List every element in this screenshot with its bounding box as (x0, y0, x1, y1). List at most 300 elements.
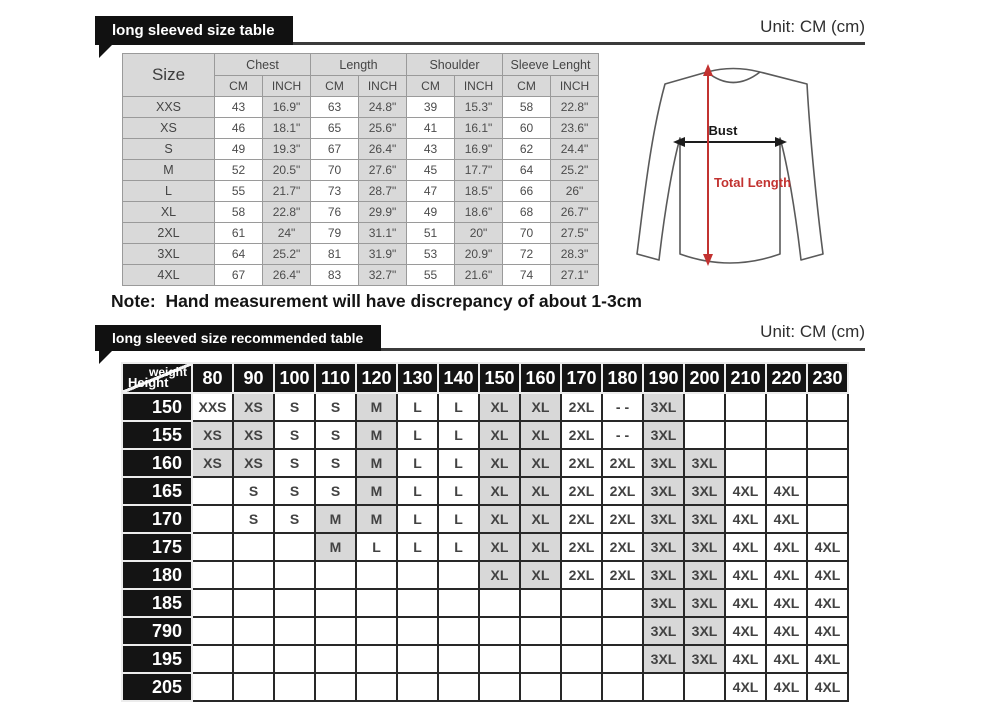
recommended-size-cell (808, 422, 849, 450)
inch-value-cell: 19.3" (263, 139, 311, 160)
recommended-size-cell: 2XL (562, 506, 603, 534)
unit-subheader: INCH (551, 76, 599, 97)
recommended-size-cell (521, 674, 562, 702)
recommended-size-cell: 4XL (726, 618, 767, 646)
recommended-size-cell (808, 394, 849, 422)
shirt-outline (637, 69, 823, 264)
recommended-size-cell: 3XL (644, 534, 685, 562)
recommended-size-cell: 3XL (685, 562, 726, 590)
inch-value-cell: 27.6" (359, 160, 407, 181)
cm-value-cell: 55 (407, 265, 455, 286)
recommended-size-cell (275, 674, 316, 702)
size-row (123, 223, 599, 244)
inch-value-cell: 25.2" (263, 244, 311, 265)
cm-value-cell: 70 (503, 223, 551, 244)
weight-column-header: 100 (275, 362, 316, 394)
weight-column-header: 220 (767, 362, 808, 394)
recommended-size-cell (316, 590, 357, 618)
size-label: XL (123, 202, 215, 223)
recommended-size-cell: 4XL (767, 506, 808, 534)
recommended-size-cell (357, 590, 398, 618)
height-row (121, 506, 849, 534)
recommended-size-cell: L (439, 450, 480, 478)
recommended-size-cell (275, 590, 316, 618)
cm-value-cell: 49 (407, 202, 455, 223)
recommended-size-cell (357, 674, 398, 702)
inch-value-cell: 22.8" (263, 202, 311, 223)
recommended-size-cell (603, 590, 644, 618)
size-row (123, 118, 599, 139)
cm-value-cell: 52 (215, 160, 263, 181)
cm-value-cell: 46 (215, 118, 263, 139)
recommended-size-cell (562, 674, 603, 702)
recommended-size-cell: 3XL (685, 590, 726, 618)
recommended-size-cell: 3XL (644, 590, 685, 618)
cm-value-cell: 53 (407, 244, 455, 265)
recommended-size-cell (480, 674, 521, 702)
height-label: 790 (121, 618, 193, 646)
recommended-size-cell (603, 674, 644, 702)
recommended-size-cell (193, 674, 234, 702)
inch-value-cell: 16.9" (263, 97, 311, 118)
recommended-size-cell (480, 618, 521, 646)
recommended-size-cell (644, 674, 685, 702)
recommended-size-cell (316, 674, 357, 702)
size-column-header: Size (123, 54, 215, 97)
cm-value-cell: 62 (503, 139, 551, 160)
recommended-size-cell: L (398, 422, 439, 450)
inch-value-cell: 20.9" (455, 244, 503, 265)
weight-column-header: 210 (726, 362, 767, 394)
recommended-size-cell: 4XL (726, 590, 767, 618)
recommended-size-cell (193, 618, 234, 646)
recommended-size-cell: 3XL (685, 646, 726, 674)
inch-value-cell: 22.8" (551, 97, 599, 118)
weight-column-header: 110 (316, 362, 357, 394)
recommended-size-cell: XL (521, 394, 562, 422)
recommended-size-cell (562, 618, 603, 646)
recommended-size-cell: 3XL (644, 562, 685, 590)
recommended-size-cell (234, 562, 275, 590)
height-label: 205 (121, 674, 193, 702)
recommended-size-cell: 4XL (808, 646, 849, 674)
unit-subheader: INCH (263, 76, 311, 97)
recommended-size-cell (398, 562, 439, 590)
recommended-size-cell: 4XL (808, 562, 849, 590)
recommended-size-cell: 4XL (726, 534, 767, 562)
cm-value-cell: 47 (407, 181, 455, 202)
unit-subheader: CM (503, 76, 551, 97)
recommended-size-cell: L (357, 534, 398, 562)
recommended-size-cell (193, 534, 234, 562)
weight-height-corner-header (121, 362, 193, 394)
bust-label: Bust (708, 123, 738, 138)
size-row (123, 181, 599, 202)
size-row (123, 265, 599, 286)
cm-value-cell: 64 (503, 160, 551, 181)
recommended-size-cell: S (275, 506, 316, 534)
recommended-size-cell (193, 646, 234, 674)
measure-group-header: Sleeve Lenght (503, 54, 599, 76)
recommended-size-cell (439, 674, 480, 702)
recommended-size-cell (726, 394, 767, 422)
recommended-size-cell: 4XL (726, 646, 767, 674)
inch-value-cell: 26.4" (263, 265, 311, 286)
recommended-size-cell: 2XL (603, 450, 644, 478)
height-row (121, 674, 849, 702)
inch-value-cell: 16.9" (455, 139, 503, 160)
inch-value-cell: 20.5" (263, 160, 311, 181)
weight-column-header: 130 (398, 362, 439, 394)
cm-value-cell: 58 (503, 97, 551, 118)
recommended-size-cell: S (275, 478, 316, 506)
cm-value-cell: 83 (311, 265, 359, 286)
cm-value-cell: 72 (503, 244, 551, 265)
height-row (121, 646, 849, 674)
recommended-size-cell: XL (521, 478, 562, 506)
inch-value-cell: 17.7" (455, 160, 503, 181)
inch-value-cell: 18.1" (263, 118, 311, 139)
recommended-size-cell (234, 674, 275, 702)
inch-value-cell: 26.7" (551, 202, 599, 223)
recommended-size-cell: XL (521, 534, 562, 562)
inch-value-cell: 18.5" (455, 181, 503, 202)
recommended-size-cell (275, 618, 316, 646)
inch-value-cell: 27.5" (551, 223, 599, 244)
recommended-size-cell (316, 646, 357, 674)
size-measurements-table (122, 53, 599, 286)
recommended-size-cell: L (439, 534, 480, 562)
height-label: 150 (121, 394, 193, 422)
recommended-size-cell: L (439, 422, 480, 450)
recommended-size-cell (234, 590, 275, 618)
cm-value-cell: 39 (407, 97, 455, 118)
recommended-size-cell (521, 618, 562, 646)
cm-value-cell: 64 (215, 244, 263, 265)
recommended-size-cell (357, 562, 398, 590)
weight-column-header: 180 (603, 362, 644, 394)
recommended-size-cell: M (357, 478, 398, 506)
recommended-size-cell: 4XL (726, 674, 767, 702)
weight-column-header: 230 (808, 362, 849, 394)
recommended-size-cell: 4XL (767, 646, 808, 674)
height-label: 165 (121, 478, 193, 506)
recommended-size-cell: S (234, 506, 275, 534)
recommended-size-cell (685, 674, 726, 702)
recommended-size-cell: XS (193, 450, 234, 478)
recommended-size-cell (767, 394, 808, 422)
recommended-size-cell (193, 590, 234, 618)
recommended-size-cell (357, 618, 398, 646)
inch-value-cell: 29.9" (359, 202, 407, 223)
recommended-size-cell (234, 534, 275, 562)
recommended-size-cell: M (357, 422, 398, 450)
height-label: 195 (121, 646, 193, 674)
section2-title: long sleeved size recommended table (112, 330, 364, 346)
size-recommended-table (121, 362, 849, 702)
recommended-size-cell (234, 618, 275, 646)
cm-value-cell: 65 (311, 118, 359, 139)
cm-value-cell: 66 (503, 181, 551, 202)
cm-value-cell: 58 (215, 202, 263, 223)
size-row (123, 244, 599, 265)
recommended-size-cell: L (398, 478, 439, 506)
recommended-size-cell: M (316, 506, 357, 534)
size-label: M (123, 160, 215, 181)
recommended-size-cell (726, 422, 767, 450)
recommended-size-cell: 3XL (685, 478, 726, 506)
shirt-measurement-diagram (635, 58, 870, 283)
height-row (121, 562, 849, 590)
recommended-size-cell: XL (521, 506, 562, 534)
recommended-size-cell: 3XL (644, 450, 685, 478)
weight-column-header: 200 (685, 362, 726, 394)
recommended-size-cell: 4XL (808, 618, 849, 646)
inch-value-cell: 28.7" (359, 181, 407, 202)
measure-group-header: Chest (215, 54, 311, 76)
recommended-size-cell: 4XL (726, 478, 767, 506)
recommended-size-cell (808, 506, 849, 534)
weight-column-header: 90 (234, 362, 275, 394)
cm-value-cell: 45 (407, 160, 455, 181)
recommended-size-cell: 3XL (685, 506, 726, 534)
section1-unit-label: Unit: CM (cm) (760, 17, 865, 36)
recommended-size-cell: 2XL (562, 450, 603, 478)
recommended-size-cell (685, 394, 726, 422)
weight-column-header: 120 (357, 362, 398, 394)
recommended-size-cell: XL (480, 394, 521, 422)
recommended-size-cell: 3XL (685, 534, 726, 562)
inch-value-cell: 27.1" (551, 265, 599, 286)
recommended-size-cell: M (316, 534, 357, 562)
recommended-size-cell (193, 562, 234, 590)
recommended-size-cell (275, 562, 316, 590)
cm-value-cell: 67 (311, 139, 359, 160)
cm-value-cell: 74 (503, 265, 551, 286)
recommended-size-cell (767, 422, 808, 450)
recommended-size-cell (808, 478, 849, 506)
cm-value-cell: 70 (311, 160, 359, 181)
recommended-size-cell: S (316, 478, 357, 506)
recommended-size-cell: XS (234, 422, 275, 450)
recommended-size-cell: S (316, 450, 357, 478)
recommended-size-cell (562, 646, 603, 674)
cm-value-cell: 41 (407, 118, 455, 139)
recommended-size-cell: 2XL (603, 562, 644, 590)
recommended-size-cell: M (357, 394, 398, 422)
recommended-size-cell: XXS (193, 394, 234, 422)
weight-column-header: 190 (644, 362, 685, 394)
recommended-size-cell: 2XL (562, 394, 603, 422)
recommended-size-cell: S (275, 450, 316, 478)
cm-value-cell: 81 (311, 244, 359, 265)
recommended-size-cell (808, 450, 849, 478)
weight-column-header: 150 (480, 362, 521, 394)
recommended-size-cell (603, 646, 644, 674)
inch-value-cell: 18.6" (455, 202, 503, 223)
recommended-size-cell: 4XL (726, 506, 767, 534)
recommended-size-cell: 2XL (562, 534, 603, 562)
recommended-size-cell: XL (480, 506, 521, 534)
unit-subheader: CM (215, 76, 263, 97)
height-row (121, 422, 849, 450)
height-axis-label: Height (128, 375, 169, 390)
recommended-size-cell: 3XL (644, 422, 685, 450)
recommended-size-cell (480, 646, 521, 674)
recommended-size-cell: L (439, 506, 480, 534)
inch-value-cell: 15.3" (455, 97, 503, 118)
recommended-size-cell (480, 590, 521, 618)
recommended-size-cell (685, 422, 726, 450)
height-row (121, 590, 849, 618)
recommended-size-cell (767, 450, 808, 478)
weight-column-header: 140 (439, 362, 480, 394)
recommended-size-cell: XL (480, 534, 521, 562)
recommended-size-cell: XS (234, 450, 275, 478)
size-row (123, 139, 599, 160)
recommended-size-cell: 4XL (726, 562, 767, 590)
section2-title-ribbon (95, 325, 381, 351)
height-label: 185 (121, 590, 193, 618)
cm-value-cell: 49 (215, 139, 263, 160)
total-length-label: Total Length (714, 175, 792, 190)
recommended-size-cell: XS (193, 422, 234, 450)
recommended-size-cell: 3XL (685, 450, 726, 478)
recommended-size-cell: XL (480, 450, 521, 478)
recommended-size-cell (357, 646, 398, 674)
recommended-size-cell: 3XL (644, 646, 685, 674)
recommended-size-cell: 4XL (767, 590, 808, 618)
inch-value-cell: 24" (263, 223, 311, 244)
recommended-size-cell (439, 646, 480, 674)
measure-group-header: Shoulder (407, 54, 503, 76)
recommended-size-cell (521, 646, 562, 674)
recommended-size-cell: XL (521, 422, 562, 450)
inch-value-cell: 26" (551, 181, 599, 202)
section1-title: long sleeved size table (112, 22, 275, 39)
recommended-size-cell: S (316, 422, 357, 450)
recommended-size-cell: M (357, 450, 398, 478)
inch-value-cell: 25.6" (359, 118, 407, 139)
recommended-size-cell (398, 618, 439, 646)
recommended-size-cell: 4XL (767, 478, 808, 506)
inch-value-cell: 24.8" (359, 97, 407, 118)
inch-value-cell: 16.1" (455, 118, 503, 139)
height-row (121, 618, 849, 646)
recommended-size-cell (193, 506, 234, 534)
recommended-size-cell (275, 646, 316, 674)
height-label: 170 (121, 506, 193, 534)
cm-value-cell: 79 (311, 223, 359, 244)
inch-value-cell: 31.1" (359, 223, 407, 244)
cm-value-cell: 55 (215, 181, 263, 202)
inch-value-cell: 28.3" (551, 244, 599, 265)
recommended-size-cell (398, 590, 439, 618)
measure-group-header: Length (311, 54, 407, 76)
recommended-size-cell (439, 618, 480, 646)
inch-value-cell: 24.4" (551, 139, 599, 160)
size-label: XS (123, 118, 215, 139)
cm-value-cell: 61 (215, 223, 263, 244)
weight-column-header: 160 (521, 362, 562, 394)
recommended-size-cell: M (357, 506, 398, 534)
recommended-size-cell: 4XL (767, 534, 808, 562)
recommended-size-cell: - - (603, 422, 644, 450)
cm-value-cell: 68 (503, 202, 551, 223)
recommended-size-cell: 4XL (808, 590, 849, 618)
recommended-size-cell: 4XL (767, 562, 808, 590)
height-label: 175 (121, 534, 193, 562)
cm-value-cell: 43 (407, 139, 455, 160)
cm-value-cell: 73 (311, 181, 359, 202)
recommended-size-cell (439, 562, 480, 590)
recommended-size-cell: 4XL (767, 618, 808, 646)
inch-value-cell: 25.2" (551, 160, 599, 181)
recommended-size-cell (398, 646, 439, 674)
weight-axis-label: weight (149, 365, 187, 379)
weight-column-header: 170 (562, 362, 603, 394)
recommended-size-cell (275, 534, 316, 562)
recommended-size-cell (521, 590, 562, 618)
size-label: XXS (123, 97, 215, 118)
recommended-size-cell: XL (480, 562, 521, 590)
size-label: 3XL (123, 244, 215, 265)
height-row (121, 534, 849, 562)
recommended-size-cell (234, 646, 275, 674)
inch-value-cell: 21.7" (263, 181, 311, 202)
cm-value-cell: 63 (311, 97, 359, 118)
weight-column-header: 80 (193, 362, 234, 394)
recommended-size-cell: L (398, 506, 439, 534)
recommended-size-cell: 2XL (562, 562, 603, 590)
height-label: 180 (121, 562, 193, 590)
recommended-size-cell: 4XL (808, 534, 849, 562)
total-length-arrow-top-head (703, 64, 713, 76)
cm-value-cell: 51 (407, 223, 455, 244)
recommended-size-cell (726, 450, 767, 478)
recommended-size-cell: XL (521, 562, 562, 590)
recommended-size-cell: 3XL (685, 618, 726, 646)
inch-value-cell: 21.6" (455, 265, 503, 286)
recommended-size-cell: L (398, 450, 439, 478)
inch-value-cell: 26.4" (359, 139, 407, 160)
recommended-size-cell: XL (480, 478, 521, 506)
unit-subheader: CM (311, 76, 359, 97)
section1-title-ribbon (95, 16, 293, 45)
recommended-size-cell: 3XL (644, 394, 685, 422)
measurement-note: Note: Hand measurement will have discrepancy of about 1-3cm (111, 291, 642, 311)
recommended-size-cell (398, 674, 439, 702)
inch-value-cell: 31.9" (359, 244, 407, 265)
size-row (123, 160, 599, 181)
cm-value-cell: 43 (215, 97, 263, 118)
height-row (121, 394, 849, 422)
recommended-size-cell: S (275, 394, 316, 422)
height-label: 160 (121, 450, 193, 478)
recommended-size-cell: 2XL (603, 478, 644, 506)
recommended-size-cell: 2XL (562, 422, 603, 450)
size-row (123, 97, 599, 118)
size-label: 4XL (123, 265, 215, 286)
recommended-size-cell: 2XL (603, 506, 644, 534)
recommended-size-cell: 4XL (767, 674, 808, 702)
inch-value-cell: 23.6" (551, 118, 599, 139)
recommended-size-cell: L (398, 394, 439, 422)
back-collar-line (707, 69, 760, 73)
recommended-size-cell: 3XL (644, 506, 685, 534)
recommended-size-cell: 3XL (644, 478, 685, 506)
recommended-size-cell (562, 590, 603, 618)
